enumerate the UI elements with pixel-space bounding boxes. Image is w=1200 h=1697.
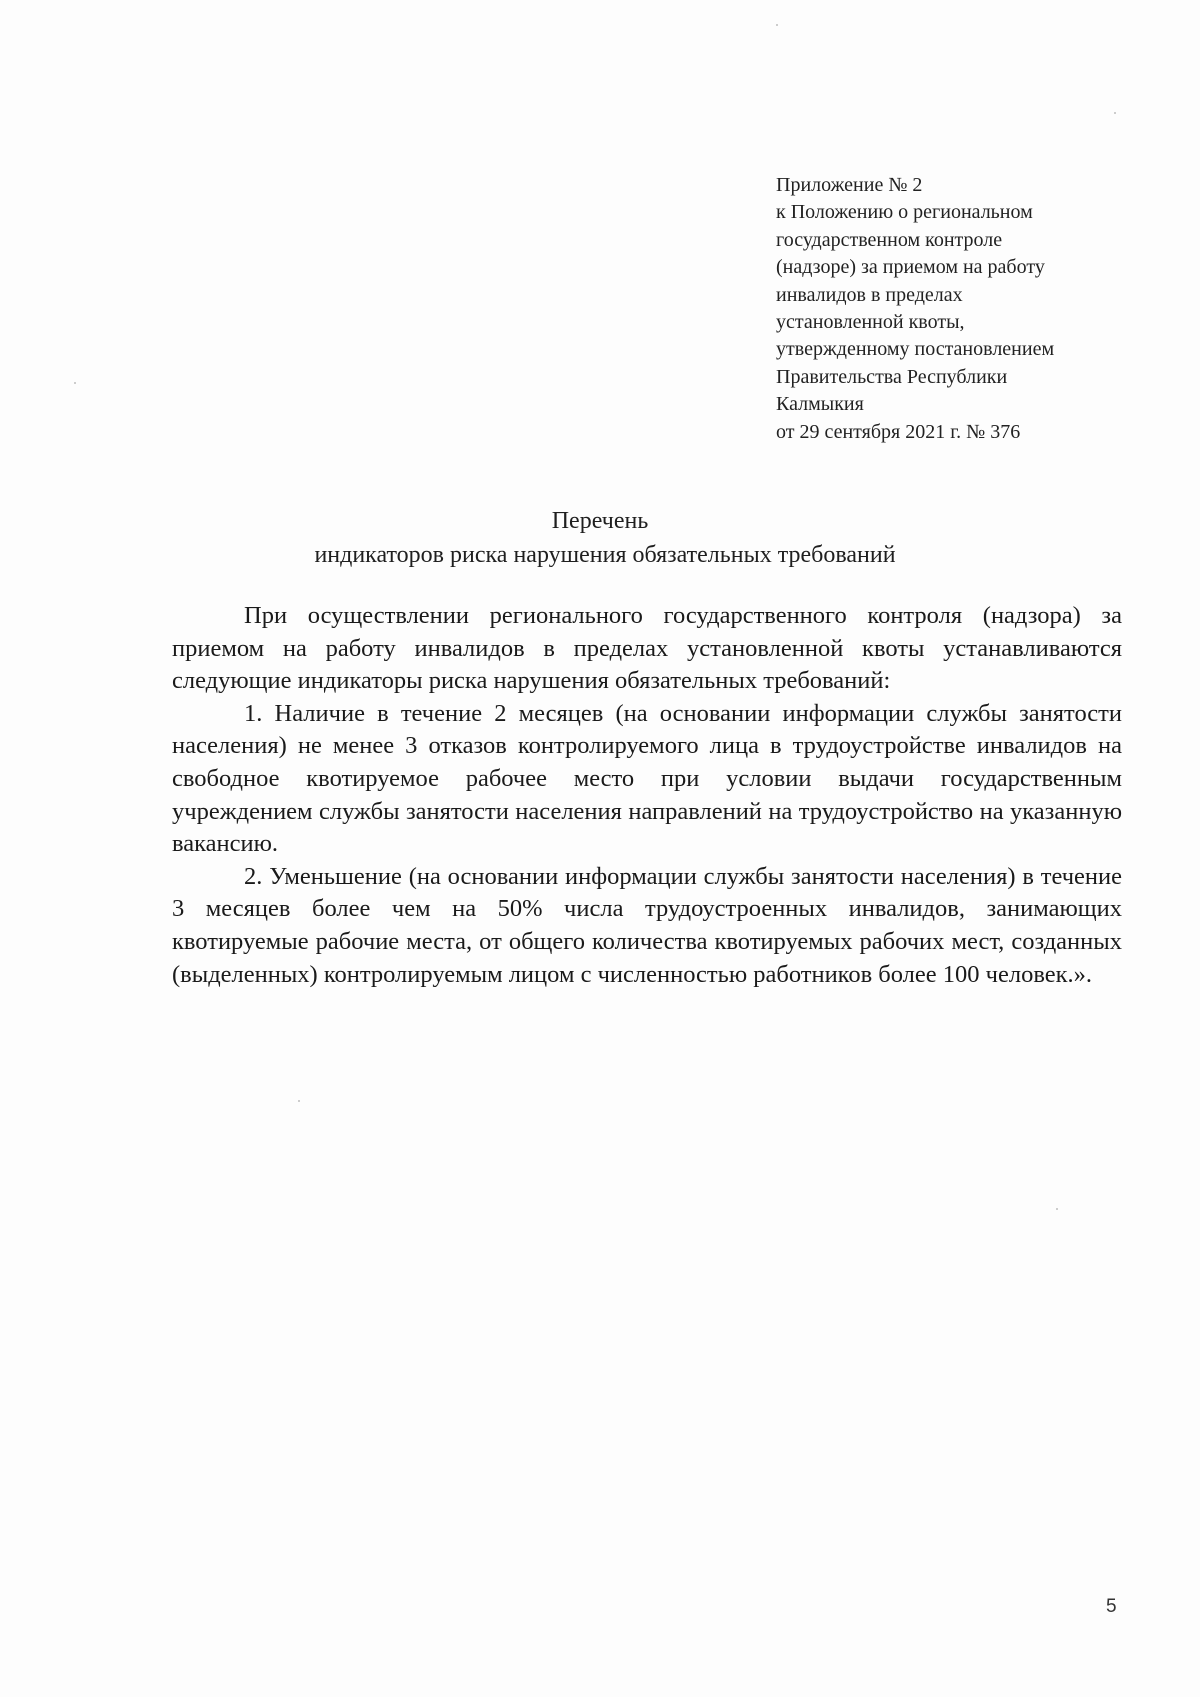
scan-speck xyxy=(776,24,778,26)
appendix-line: (надзоре) за приемом на работу xyxy=(776,256,1045,279)
appendix-line: Приложение № 2 xyxy=(776,174,923,196)
intro-paragraph: При осуществлении регионального государственного контроля (надзора) за приемом на работу инвалидов в пределах установленной квоты устанавливаются следующие индикаторы риска нарушения обязательных требований: xyxy=(172,602,1122,695)
indicator-item-2: 2. Уменьшение (на основании информации службы занятости населения) в течение 3 месяцев более чем на 50% числа трудоустроенных инвалидов, занимающих квотируемые рабочие места, от общего количества квотируемых рабочих мест, созданных (выделенных) контролируемым лицом с численностью работников более 100 человек.». xyxy=(172,862,1122,988)
appendix-line: от 29 сентября 2021 г. № 376 xyxy=(776,420,1021,443)
document-body xyxy=(172,600,1122,991)
indicator-item-1: 1. Наличие в течение 2 месяцев (на основании информации службы занятости населения) не менее 3 отказов контролируемого лица в трудоустройстве инвалидов на свободное квотируемое рабочее место при условии выдачи государственным учреждением службы занятости населения направлений на трудоустройство на указанную вакансию. xyxy=(172,699,1122,858)
appendix-line: утвержденному постановлением xyxy=(776,338,1055,361)
scan-speck xyxy=(74,382,76,384)
appendix-line: государственном контроле xyxy=(776,228,1003,251)
appendix-line: к Положению о региональном xyxy=(776,201,1033,224)
document-title xyxy=(0,504,1200,572)
title-line-1: Перечень xyxy=(551,508,649,534)
page-number: 5 xyxy=(1106,1596,1117,1617)
appendix-line: установленной квоты, xyxy=(776,311,965,334)
scan-speck xyxy=(1114,112,1116,114)
title-line-2: индикаторов риска нарушения обязательных требований xyxy=(314,542,896,568)
appendix-line: Калмыкия xyxy=(776,393,864,416)
appendix-line: инвалидов в пределах xyxy=(776,283,963,306)
appendix-line: Правительства Республики xyxy=(776,365,1008,388)
scan-speck xyxy=(1056,1208,1058,1210)
appendix-header xyxy=(776,172,1156,446)
scan-speck xyxy=(298,1100,300,1102)
